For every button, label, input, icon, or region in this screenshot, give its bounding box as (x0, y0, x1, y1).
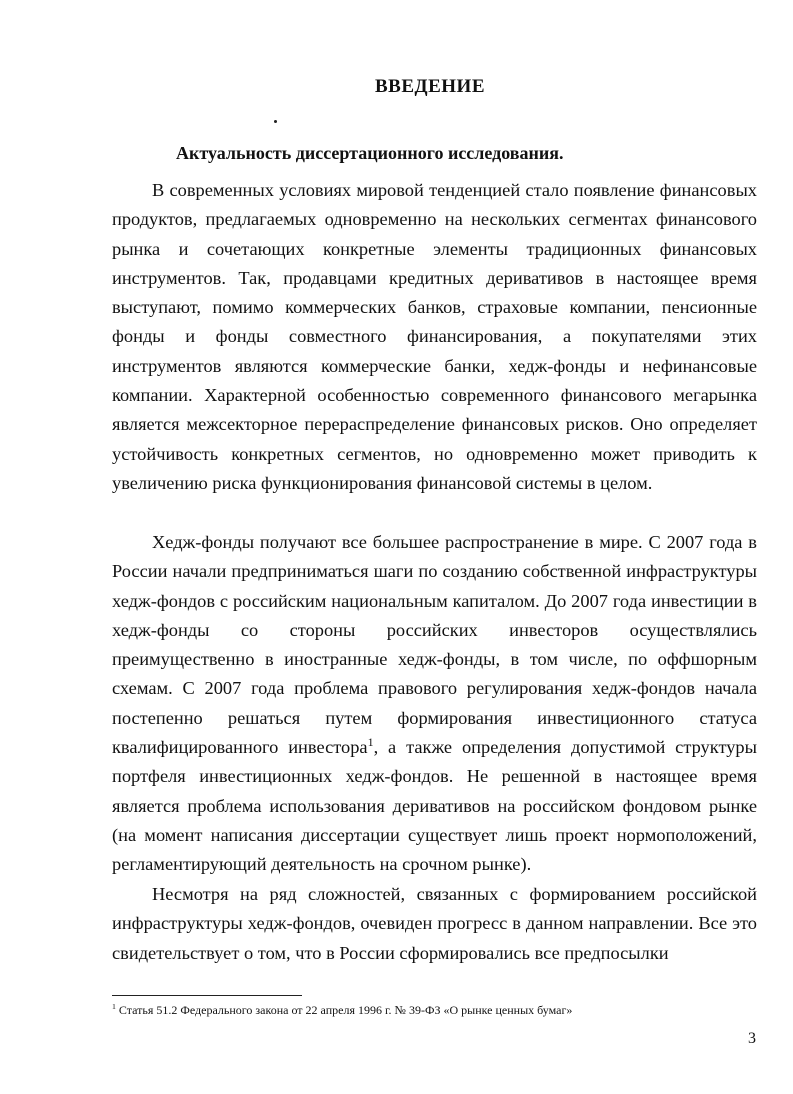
footnote (112, 1002, 752, 1018)
footnote-separator (112, 995, 302, 996)
footnote-reference: 1 (367, 734, 374, 749)
paragraph-2 (112, 528, 757, 880)
section-title: ВВЕДЕНИЕ (375, 76, 485, 97)
paragraph-text: Несмотря на ряд сложностей, связанных с формированием российской инфраструктуры хедж-фондов, очевиден прогресс в данном направлении. Все это свидетельствует о том, что в России сформировались все предпосылки (112, 884, 757, 963)
paragraph-text-after-note: , а также определения допустимой структуры портфеля инвестиционных хедж-фондов. Не решенной в настоящее время является проблема использования деривативов на российском фондовом рынке (на момент написания диссертации существует лишь проект нормоположений, регламентирующий деятельность на срочном рынке). (112, 737, 757, 875)
section-subtitle: Актуальность диссертационного исследования. (176, 143, 564, 163)
paragraph-text-before-note: Хедж-фонды получают все большее распространение в мире. С 2007 года в России начали предприниматься шаги по созданию собственной инфраструктуры хедж-фондов с российским национальным капиталом. До 2007 года инвестиции в хедж-фонды со стороны российских инвесторов осуществлялись преимущественно в иностранные хедж-фонды, в том числе, по оффшорным схемам. С 2007 года проблема правового регулирования хедж-фондов начала постепенно решаться путем формирования инвестиционного статуса квалифицированного инвестора (112, 532, 757, 758)
page-number: 3 (748, 1030, 756, 1047)
paragraph-text: В современных условиях мировой тенденцией стало появление финансовых продуктов, предлагаемых одновременно на нескольких сегментах финансового рынка и сочетающих конкретные элементы традиционных финансовых инструментов. Так, продавцами кредитных деривативов в настоящее время выступают, помимо коммерческих банков, страховые компании, пенсионные фонды и фонды совместного финансирования, а покупателями этих инструментов являются коммерческие банки, хедж-фонды и нефинансовые компании. Характерной особенностью современного финансового мегарынка является межсекторное перераспределение финансовых рисков. Оно определяет устойчивость конкретных сегментов, но одновременно может приводить к увеличению риска функционирования финансовой системы в целом. (112, 180, 757, 493)
paragraph-text (112, 528, 757, 880)
footnote-text: Статья 51.2 Федерального закона от 22 апреля 1996 г. № 39-ФЗ «О рынке ценных бумаг» (115, 1003, 573, 1017)
scan-speck (274, 120, 277, 123)
paragraph-1 (112, 176, 757, 498)
paragraph-3 (112, 880, 757, 968)
footnote-marker: 1 (112, 1002, 116, 1011)
